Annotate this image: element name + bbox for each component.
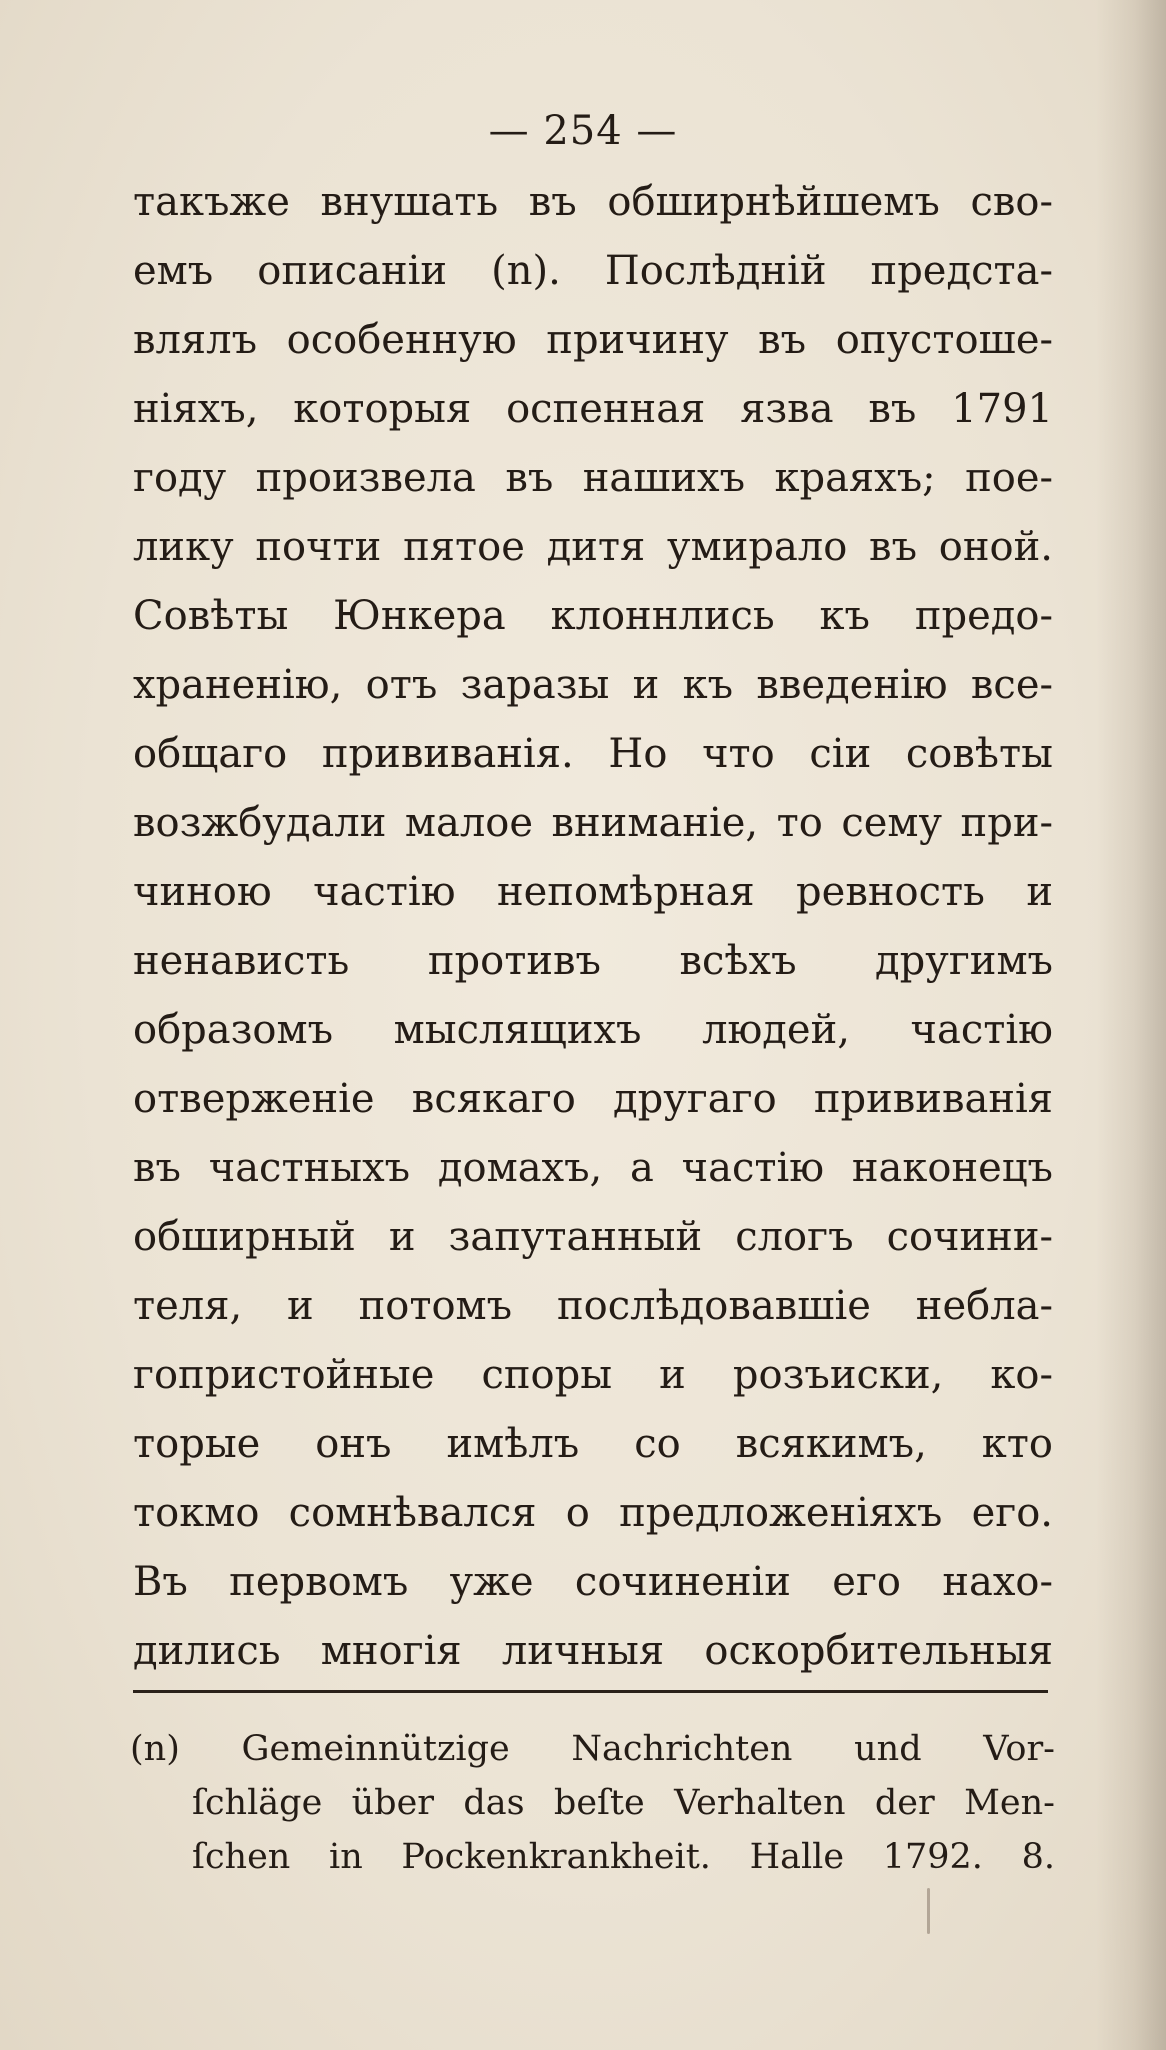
text-line: Совѣты Юнкера клоннлись къ предо- [133, 593, 1053, 639]
footnote-line: (n) Gemeinnützige Nachrichten und Vor- [130, 1729, 1055, 1769]
text-line: токмо сомнѣвался о предложеніяхъ его. [133, 1490, 1053, 1536]
text-line: обширный и запутанный слогъ сочини- [133, 1214, 1053, 1260]
text-line: ненависть противъ всѣхъ другимъ [133, 938, 1053, 984]
footnote-divider [133, 1690, 1048, 1693]
text-line: году произвела въ нашихъ краяхъ; поe- [133, 455, 1053, 501]
text-line: общаго прививанія. Но что сіи совѣты [133, 731, 1053, 777]
text-line: дились многія личныя оскорбительныя [133, 1628, 1053, 1674]
main-text-block [133, 168, 1053, 1686]
text-line: образомъ мыслящихъ людей, частію [133, 1007, 1053, 1053]
text-line: такъже внушать въ обширнѣйшемъ сво- [133, 179, 1053, 225]
pencil-mark [927, 1888, 930, 1934]
text-line: гопристойные споры и розъиски, ко- [133, 1352, 1053, 1398]
text-line: емъ описаніи (n). Послѣдній предста- [133, 248, 1053, 294]
footnote [130, 1722, 1055, 1884]
text-line: ніяхъ, которыя оспенная язва въ 1791 [133, 386, 1053, 432]
page-gutter-shadow [1096, 0, 1166, 2050]
footnote-line: ſchen in Pockenkrankheit. Halle 1792. 8. [192, 1837, 1055, 1877]
text-line: возжбудали малое вниманіе, то сему при- [133, 800, 1053, 846]
text-line: лику почти пятое дитя умирало въ оной. [133, 524, 1053, 570]
text-line: Въ первомъ уже сочиненіи его нахо- [133, 1559, 1053, 1605]
text-line: влялъ особенную причину въ опустоше- [133, 317, 1053, 363]
footnote-line: ſchläge über das beſte Verhalten der Men- [192, 1783, 1055, 1823]
text-line: теля, и потомъ послѣдовавшіе небла- [133, 1283, 1053, 1329]
text-line: отверженіе всякаго другаго прививанія [133, 1076, 1053, 1122]
text-line: въ частныхъ домахъ, а частію наконецъ [133, 1145, 1053, 1191]
text-line: чиною частію непомѣрная ревность и [133, 869, 1053, 915]
page-number: — 254 — [488, 108, 678, 154]
text-line: торые онъ имѣлъ со всякимъ, кто [133, 1421, 1053, 1467]
text-line: храненію, отъ заразы и къ введенію все- [133, 662, 1053, 708]
